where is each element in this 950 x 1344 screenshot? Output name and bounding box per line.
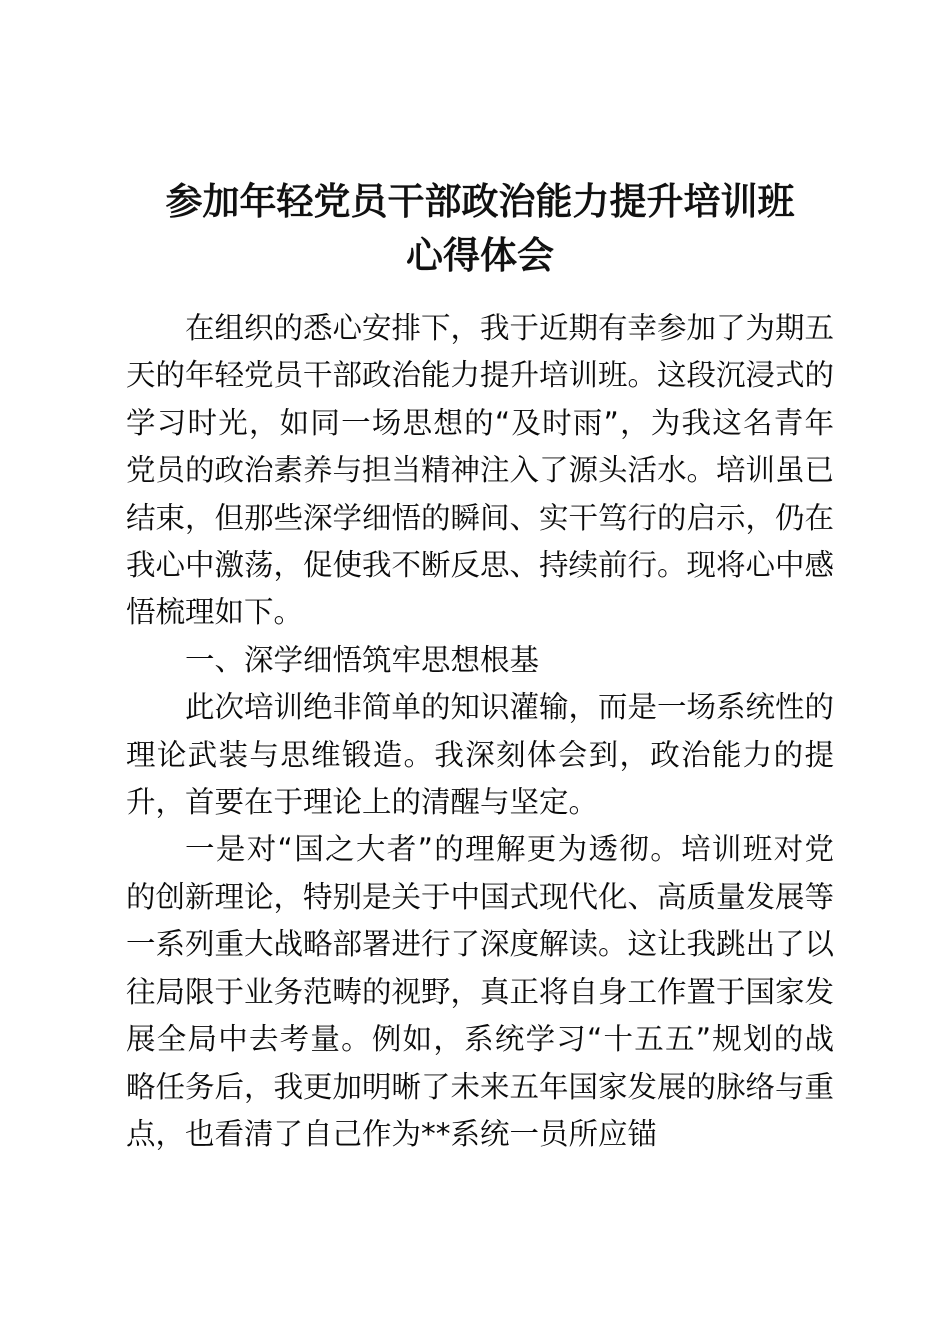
- document-title-line-1: 参加年轻党员干部政治能力提升培训班: [165, 180, 795, 223]
- document-title: [126, 175, 834, 283]
- body-paragraph-3: 一是对“国之大者”的理解更为透彻。培训班对党的创新理论，特别是关于中国式现代化、高质量发展等一系列重大战略部署进行了深度解读。这让我跳出了以往局限于业务范畴的视野，真正将自身工作置于国家发展全局中去考量。例如，系统学习“十五五”规划的战略任务后，我更加明晰了未来五年国家发展的脉络与重点，也看清了自己作为**系统一员所应锚: [126, 832, 835, 1151]
- document-body: [126, 305, 834, 1158]
- document-title-line-2: 心得体会: [406, 234, 554, 277]
- section-heading-1: 一、深学细悟筑牢思想根基: [185, 642, 540, 677]
- body-paragraph-1: 在组织的悉心安排下，我于近期有幸参加了为期五天的年轻党员干部政治能力提升培训班。这段沉浸式的学习时光，如同一场思想的“及时雨”，为我这名青年党员的政治素养与担当精神注入了源头活水。培训虽已结束，但那些深学细悟的瞬间、实干笃行的启示，仍在我心中激荡，促使我不断反思、持续前行。现将心中感悟梳理如下。: [126, 311, 835, 630]
- page-content: [126, 175, 834, 1158]
- body-paragraph-2: 此次培训绝非简单的知识灌输，而是一场系统性的理论武装与思维锻造。我深刻体会到，政治能力的提升，首要在于理论上的清醒与坚定。: [126, 690, 835, 820]
